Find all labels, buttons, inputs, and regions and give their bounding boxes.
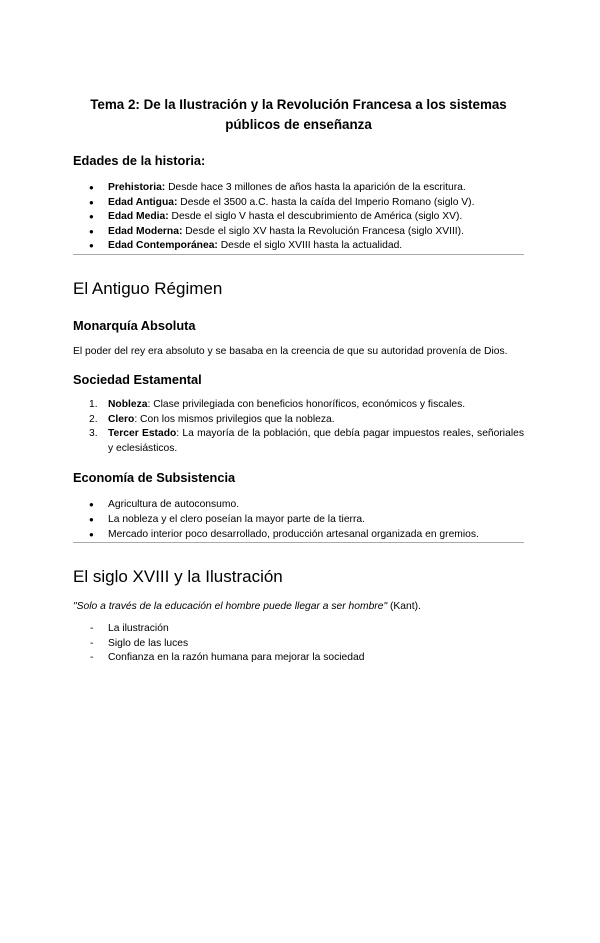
list-item: ● Mercado interior poco desarrollado, producción artesanal organizada en gremios. xyxy=(89,528,524,543)
item-term: Edad Media: xyxy=(108,211,169,223)
antiguo-regimen-heading: El Antiguo Régimen xyxy=(73,278,223,298)
item-text: : Clase privilegiada con beneficios honoríficos, económicos y fiscales. xyxy=(147,398,466,410)
list-item: - Siglo de las luces xyxy=(89,637,524,652)
quote-text: "Solo a través de la educación el hombre puede llegar a ser hombre" xyxy=(73,601,388,613)
item-text: Desde hace 3 millones de años hasta la aparición de la escritura. xyxy=(165,182,466,193)
item-term: Edad Moderna: xyxy=(108,225,183,237)
item-term: Edad Contemporánea: xyxy=(108,240,218,252)
quote-author: (Kant). xyxy=(387,601,421,613)
list-item xyxy=(89,398,524,413)
item-text: Desde el siglo XVIII hasta la actualidad. xyxy=(217,240,403,252)
horizontal-divider xyxy=(73,542,524,543)
edades-list xyxy=(73,181,524,254)
list-item xyxy=(89,413,524,428)
document-title xyxy=(73,95,524,135)
monarquia-paragraph: El poder del rey era absoluto y se basaba en la creencia de que su autoridad provenía de Dios. xyxy=(73,345,508,357)
item-text: : Con los mismos privilegios que la nobleza. xyxy=(134,413,335,425)
kant-quote xyxy=(73,599,524,614)
item-text: : La mayoría de la población, que debía pagar impuestos reales, señoriales y eclesiásticos. xyxy=(108,428,524,454)
item-text: Desde el 3500 a.C. hasta la caída del Imperio Romano (siglo V). xyxy=(177,196,475,208)
list-item xyxy=(89,427,524,456)
item-term: Clero xyxy=(108,413,135,425)
item-number: 2. xyxy=(89,413,98,425)
title-line-1: Tema 2: De la Ilustración y la Revolución Francesa a los sistemas xyxy=(90,97,507,112)
list-item xyxy=(89,239,524,254)
list-item: ● La nobleza y el clero poseían la mayor parte de la tierra. xyxy=(89,513,524,528)
document-page xyxy=(0,95,600,943)
item-term: Prehistoria: xyxy=(108,182,166,193)
item-number: 1. xyxy=(89,398,98,410)
title-line-2: públicos de enseñanza xyxy=(225,117,372,132)
item-term: Tercer Estado xyxy=(108,428,177,440)
list-item xyxy=(89,181,524,196)
horizontal-divider xyxy=(73,254,524,255)
economia-heading: Economía de Subsistencia xyxy=(73,470,236,486)
monarquia-heading: Monarquía Absoluta xyxy=(73,317,196,333)
list-item xyxy=(89,196,524,211)
sociedad-heading: Sociedad Estamental xyxy=(73,371,202,387)
edades-heading: Edades de la historia: xyxy=(73,153,206,168)
item-text: Desde el siglo V hasta el descubrimiento de América (siglo XV). xyxy=(168,211,463,223)
sociedad-list xyxy=(73,398,524,456)
item-term: Nobleza xyxy=(108,398,148,410)
economia-list xyxy=(73,498,524,542)
siglo-xviii-heading: El siglo XVIII y la Ilustración xyxy=(73,567,283,587)
item-number: 3. xyxy=(89,428,98,440)
ilustracion-list xyxy=(73,622,524,666)
list-item xyxy=(89,210,524,225)
list-item xyxy=(89,225,524,240)
list-item: - Confianza en la razón humana para mejorar la sociedad xyxy=(89,651,524,666)
list-item: - La ilustración xyxy=(89,622,524,637)
item-term: Edad Antigua: xyxy=(108,196,178,208)
list-item: ● Agricultura de autoconsumo. xyxy=(89,498,524,513)
item-text: Desde el siglo XV hasta la Revolución Francesa (siglo XVIII). xyxy=(182,225,464,237)
